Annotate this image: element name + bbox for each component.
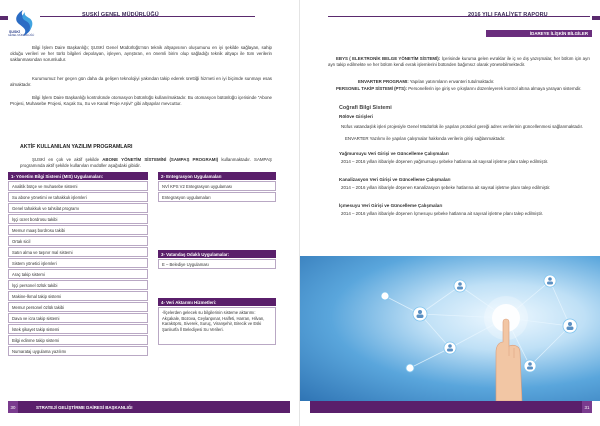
pts-paragraph: PERSONEL TAKİP SİSTEMİ (PTS): Personellerin işe giriş ve çıkışlarını düzenleyerek kontrol altına almaya yarayan sistemdir. <box>336 86 582 91</box>
section-title: Yağmursuyu Veri Girişi ve Güncelleme Çalışmaları <box>339 151 449 156</box>
geo-title: Coğrafi Bilgi Sistemi <box>339 105 392 111</box>
list-item: E – Belediye Uygulaması <box>158 259 276 269</box>
section-text: 2014 – 2016 yılları itibariyle döşenen yağmursuyu şebeke hatlarına ait sayısal işletme planı talep edilmiştir. <box>341 159 549 164</box>
envarter-paragraph: ENVARTER PROGRAMI: Yapılan yatırımların envanteri tutulmaktadır. <box>358 79 495 84</box>
section-title: Kanalizasyon Veri Girişi ve Güncelleme Çalışmaları <box>339 177 451 182</box>
header-accent <box>592 16 600 20</box>
list-item: Ortak sicil <box>8 236 148 246</box>
list-item: İşçi ücret bordrosu takibi <box>8 214 148 224</box>
box1-header: 1- Yönetim Bilgi Sistemi (MIS) Uygulamaları: <box>8 172 148 180</box>
list-item: İstek şikayet takip sistemi <box>8 324 148 334</box>
header-title: ŞUSKİ GENEL MÜDÜRLÜĞÜ <box>82 12 159 18</box>
list-item: Memur maaş bordrosu takibi <box>8 225 148 235</box>
box4-header: 4- Veri Aktarımı Hizmetleri: <box>158 298 276 306</box>
page-number: 31 <box>582 401 592 413</box>
list-item: Analitik bütçe ve muhasebe sistemi <box>8 181 148 191</box>
list-item: Makine-İkmal takip sistemi <box>8 291 148 301</box>
box2-header: 2- Entegrasyon Uygulamaları <box>158 172 276 180</box>
list-item: Araç takip sistemi <box>8 269 148 279</box>
list-item: Numarataj uygulama yazılımı <box>8 346 148 356</box>
page-number: 30 <box>8 401 18 413</box>
list-item: Dava ve icra takip sistemi <box>8 313 148 323</box>
footer-text: STRATEJİ GELİŞTİRME DAİRESİ BAŞKANLIĞI <box>36 405 133 410</box>
section-title: AKTİF KULLANILAN YAZILIM PROGRAMLARI <box>20 144 133 150</box>
section-tab: İDAREYE İLİŞKİN BİLGİLER <box>486 30 592 37</box>
header-line <box>328 16 590 17</box>
geo-text: Nüfus vatandaşlık işleri projesiyle Genel Müdürlük ile yapılan protokol gereği adres verilerinin güncellenmesi sağlanmaktadır. <box>341 124 584 129</box>
network-touch-photo <box>300 256 600 401</box>
list-item: NVİ KPS V2 Entegrasyon uygulaması <box>158 181 276 191</box>
box4-text: -İlçelerden gelecek su bilgilerinin sisteme aktarımı: Akçakale, Bozova, Ceylanpınar, Halfeti, Harran, Hilvan, Karaköprü, Siverek, Suruç, Viranşehir, Birecik ve Eski Şanlıurfa İl Belediyesi Su Verileri. <box>158 307 276 345</box>
section-text: 2014 – 2016 yılları itibariyle döşenen İçmesuyu şebeke hatlarına ait sayısal işletme planı talep edilmiştir. <box>341 211 544 216</box>
header-title: 2016 YILI FAALİYET RAPORU <box>468 12 548 18</box>
section-text: 2014 – 2016 yılları itibariyle döşenen Kanalizasyon şebeke hatlarına ait sayısal işletme planı talep edilmiştir. <box>341 185 551 190</box>
intro-paragraph-2: Kurumumuz her geçen gün daha da gelişen teknolojiyi yakından takip ederek ürettiği hizmeti en iyi biçimde sunmayı esas almaktadır. <box>10 76 272 88</box>
ebys-paragraph: EBYS ( ELEKTRONİK BELGE YÖNETİM SİSTEMİ): İçerisinde kuruma gelen evraklar ile iç ve dış yazışmalar, her bölüm için ayrı ayrı takip edilmekte ve her bölüm kendi evrak işlemlerini bütünden bağımsız olarak yönetebilmektedir. <box>328 56 591 68</box>
intro-paragraph-1: Bilgi İşlem Daire Başkanlığı; ŞUSKİ Genel Müdürlüğü’nün teknik altyapısının oluşumunu en iyi şekilde sağlayan, sahip olduğu verileri ve her türlü bilgileri depolayan, işleyen, aynştıran, en önemli birim olup sağladığı teknik altyapı ile tüm verilerin saklanmasından sorumludur. <box>10 45 272 63</box>
list-item: Satın alma ve taşınır mal sistemi <box>8 247 148 257</box>
header-accent <box>0 16 8 20</box>
list-item: İşçi personel özlük takibi <box>8 280 148 290</box>
section-intro: ŞUSKİ en çok ve aktif şekilde ABONE YÖNETİM SİSTEMİNİ (SAMPAŞ PROGRAMI) kullanmaktadır. SAMPAŞ programında aktif şekilde kullanılan modüller aşağıdaki gibidir. <box>20 157 272 169</box>
logo-name: ŞUSKİ <box>9 30 20 34</box>
section-title: İçmesuyu Veri Girişi ve Güncelleme Çalışmaları <box>339 203 443 208</box>
list-item: Genel tahakkuk ve tahsilat programı <box>8 203 148 213</box>
list-item: Sistem yönetici işlemleri <box>8 258 148 268</box>
list-item: Memur personel özlük takibi <box>8 302 148 312</box>
list-item: Su abone yönetimi ve tahakkuk işlemleri <box>8 192 148 202</box>
box3-header: 3- Vatandaş Odaklı Uygulamalar: <box>158 250 276 258</box>
intro-paragraph-3: Bilgi İşlem Daire Başkanlığı kontrolünde otomasyon bütünlüğü kullanılmaktadır. Bu otomasyon bütünlüğü içerisinde “Abone Projesi, Muhasebe Projesi, Kaçak Su, Su ve Kanal Proje Arşivi” gibi altyapılar mevcuttur. <box>10 95 272 107</box>
list-item: Entegrasyon uygulamaları <box>158 192 276 202</box>
geo-text-2: ENVARTER Yazılımı ile yapılan çalışmalar hakkında verilerin girişi sağlanmaktadır. <box>345 136 506 141</box>
geo-subtitle: Rölöve Girişleri <box>339 114 373 119</box>
list-item: Bilgi edinme takip sistemi <box>8 335 148 345</box>
logo-subtitle: GENEL MÜDÜRLÜĞÜ <box>8 34 35 37</box>
footer-bar <box>310 401 590 413</box>
network-hand-illustration <box>300 256 600 401</box>
